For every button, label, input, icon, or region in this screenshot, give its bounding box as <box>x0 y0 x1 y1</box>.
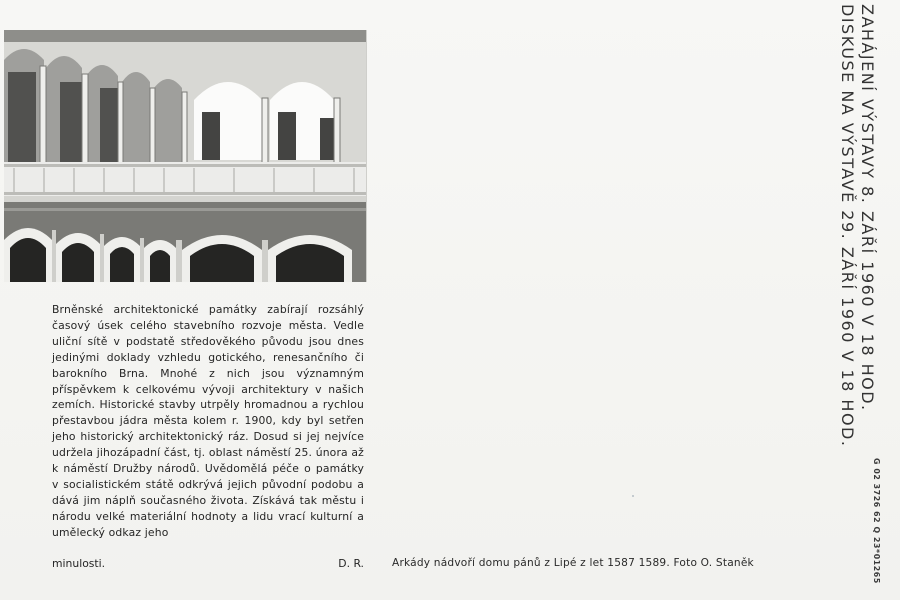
exhibition-opening-line: ZAHÁJENÍ VÝSTAVY 8. ZÁŘÍ 1960 V 18 HOD. <box>858 4 877 412</box>
print-code: G 02 3726 62 Q 23*01265 <box>872 458 881 584</box>
paper-speck <box>632 495 634 497</box>
author-signature: D. R. <box>338 557 364 570</box>
body-last-line: minulosti. <box>52 557 106 570</box>
photo-caption: Arkády nádvoří domu pánů z Lipé z let 1587 1589. Foto O. Staněk <box>392 557 754 569</box>
arcade-courtyard-photo <box>4 30 367 282</box>
exhibition-discussion-line: DISKUSE NA VÝSTAVĚ 29. ZÁŘÍ 1960 V 18 HOD. <box>838 4 857 448</box>
body-paragraph: Brněnské architektonické památky zabírají rozsáhlý časový úsek celého stavebního rozvoje města. Vedle uliční sítě v podstatě středověkého původu jsou dnes jedinými doklady vzhledu gotického, renesančního či barokního Brna. Mnohé z nich jsou významným příspěvkem k celkovému vývoji architektury v našich zemích. Historické stavby utrpěly hromadnou a rychlou přestavbou jádra města kolem r. 1900, kdy byl setřen jeho historický architektonický ráz. Dosud si jej nejvíce udržela jihozápadní část, tj. oblast náměstí 25. února až k náměstí Družby národů. Uvědomělá péče o památky v socialistickém státě odkrývá jejich původní podobu a dává jim náplň současného života. Získává tak městu i národu velké materiální hodnoty a lidu vrací kulturní a umělecký odkaz jeho <box>52 303 364 539</box>
exhibition-info <box>837 4 877 447</box>
body-text-block <box>52 302 364 541</box>
arcade-photo-graphic <box>4 30 366 282</box>
